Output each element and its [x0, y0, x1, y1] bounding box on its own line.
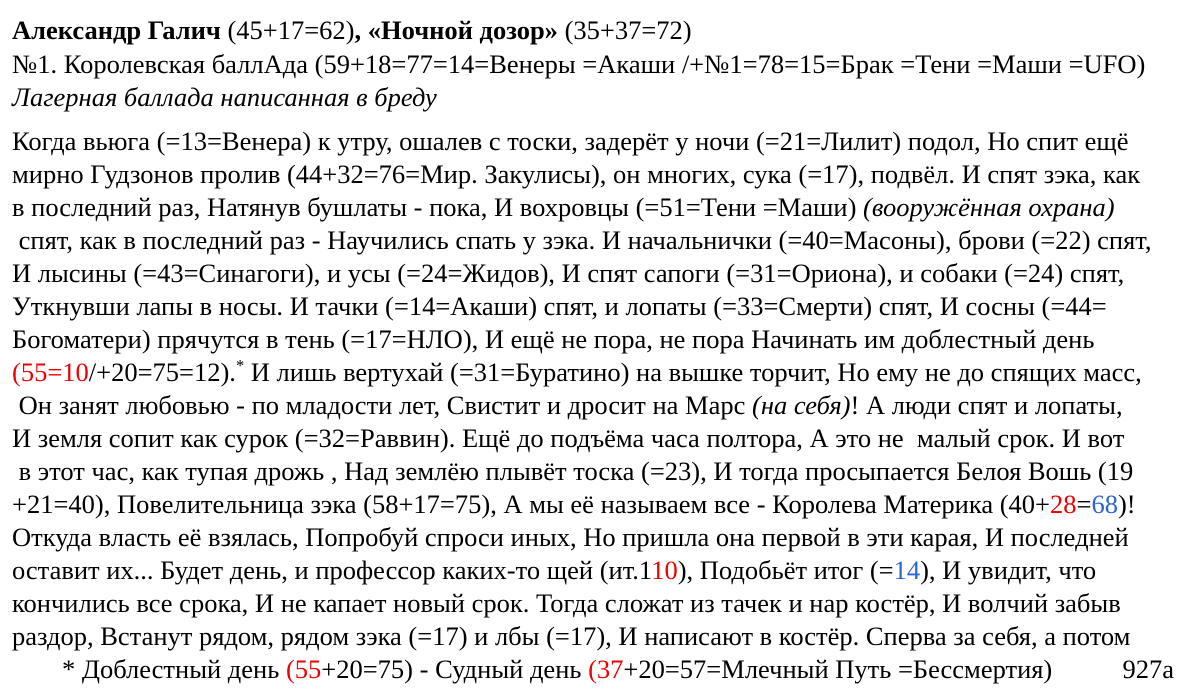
text-line: Уткнувши лапы в носы. И тачки (=14=Акаши) спят, и лопаты (=33=Смерти) спят, И сосны (=44= — [12, 291, 1107, 321]
text-line: мирно Гудзонов пролив (44+32=76=Мир. Закулисы), он многих, сука (=17), подвёл. И спят зэка, как — [12, 159, 1141, 189]
text-line: И земля сопит как сурок (=32=Раввин). Ещё до подъёма часа полтора, А это не малый срок. И вот — [12, 423, 1125, 453]
text-line: спят, как в последний раз - Научились спать у зэка. И начальнички (=40=Масоны), брови (=22) спят, — [12, 225, 1152, 255]
text-line: Он занят любовью - по младости лет, Свистит и дросит на Марс (на себя)! А люди спят и лопаты, — [12, 390, 1123, 420]
text-line: в этот час, как тупая дрожь , Над землёю плывёт тоска (=23), И тогда просыпается Белоя Вошь (19 — [12, 456, 1134, 486]
header-section — [12, 12, 1200, 114]
text-line: И лысины (=43=Синагоги), и усы (=24=Жидов), И спят сапоги (=31=Ориона), и собаки (=24) спят, — [12, 258, 1125, 288]
text-line: (55=10/+20=75=12).* И лишь вертухай (=31=Буратино) на вышке торчит, Но ему не до спящих масс, — [12, 356, 1142, 387]
footnote-line: * Доблестный день (55+20=75) - Судный день (37+20=57=Млечный Путь =Бессмертия) — [62, 654, 1053, 684]
text-line: в последний раз, Натянув бушлаты - пока, И вохровцы (=51=Тени =Маши) (вооружённая охрана) — [12, 192, 1115, 222]
text-line: оставит их... Будет день, и профессор каких-то щей (ит.110), Подобьёт итог (=14), И увидит, что — [12, 555, 1097, 585]
text-line: Когда вьюга (=13=Венера) к утру, ошалев с тоски, задерёт у ночи (=21=Лилит) подол, Но спит ещё — [12, 126, 1129, 156]
text-line: Богоматери) прячутся в тень (=17=НЛО), И ещё не пора, не пора Начинать им доблестный день — [12, 324, 1095, 354]
page-number: 927а — [1122, 654, 1174, 684]
text-line: раздор, Встанут рядом, рядом зэка (=17) и лбы (=17), И написают в костёр. Сперва за себя, а потом — [12, 621, 1131, 651]
footnote-section — [62, 653, 1052, 686]
footer-row — [12, 653, 1200, 686]
poem-title-line: №1. Королевская баллАда (59+18=77=14=Венеры =Акаши /+№1=78=15=Брак =Тени =Маши =UFO) — [12, 49, 1146, 79]
poem-body-section — [12, 125, 1200, 653]
author-title-line: Александр Галич (45+17=62), «Ночной дозор» (35+37=72) — [12, 15, 692, 45]
text-line: +21=40), Повелительница зэка (58+17=75), А мы её называем все - Королева Материка (40+28=68)! — [12, 489, 1136, 519]
text-line: кончились все срока, И не капает новый срок. Тогда сложат из тачек и нар костёр, И волчий забыв — [12, 588, 1121, 618]
poem-subtitle-line: Лагерная баллада написанная в бреду — [12, 82, 437, 112]
text-line: Откуда власть её взялась, Попробуй спроси иных, Но пришла она первой в эти карая, И последней — [12, 522, 1129, 552]
